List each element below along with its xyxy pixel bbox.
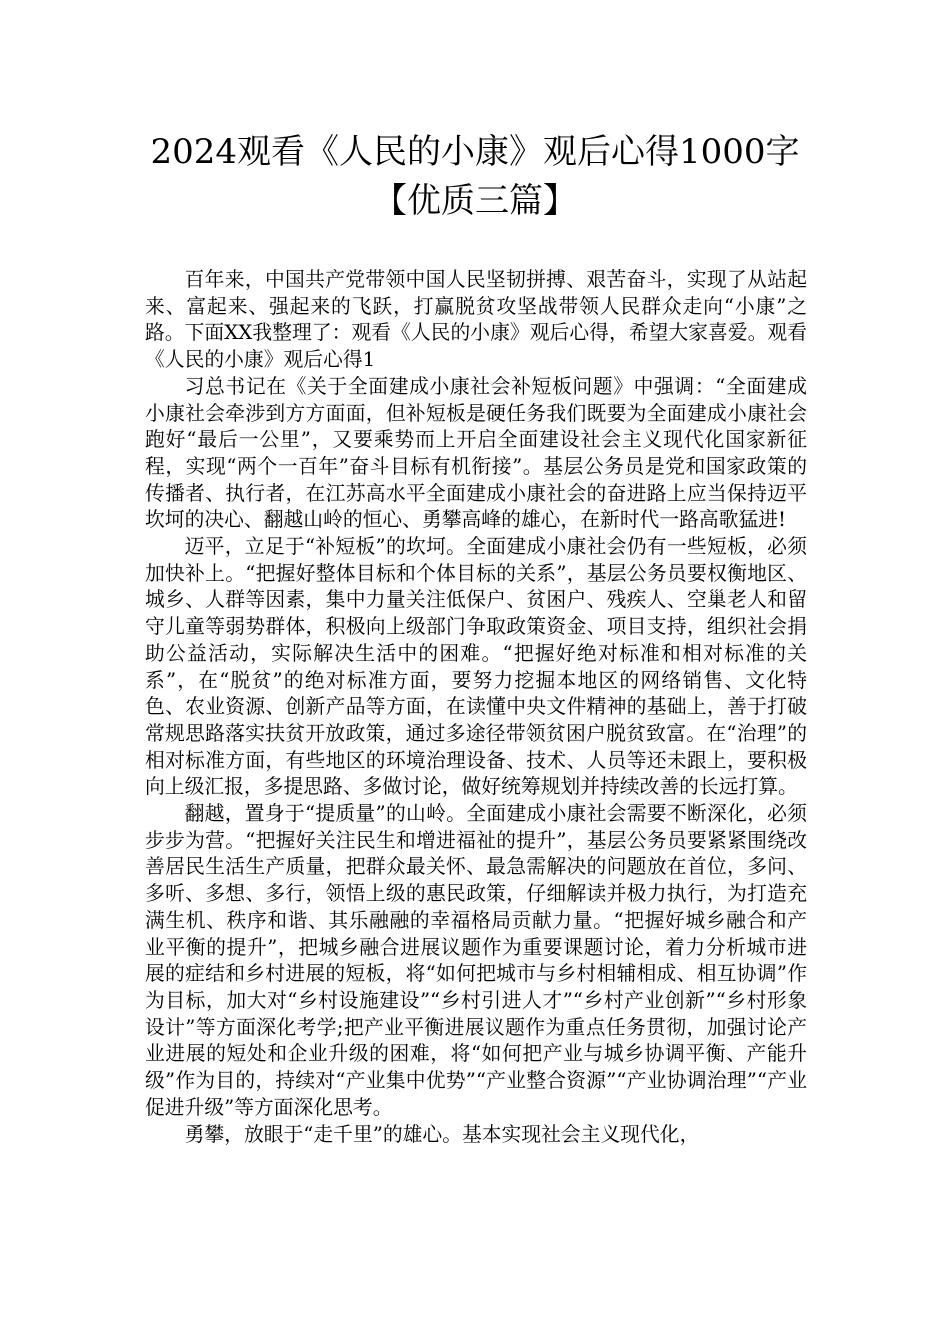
paragraph-quote: 习总书记在《关于全面建成小康社会补短板问题》中强调：“全面建成小康社会牵涉到方方面面，但补短板是硬任务我们既要为全面建成小康社会跑好“最后一公里”，又要乘势而上开启全面建设社会主义现代化国家新征程，实现“两个一百年”奋斗目标有机衔接”。基层公务员是党和国家政策的传播者、执行者，在江苏高水平全面建成小康社会的奋进路上应当保持迈平坎坷的决心、翻越山岭的恒心、勇攀高峰的雄心，在新时代一路高歌猛进!: [145, 374, 807, 532]
paragraph-yongpan: 勇攀，放眼于“走千里”的雄心。基本实现社会主义现代化，: [184, 1122, 700, 1146]
document-title: [120, 128, 830, 226]
paragraph-fanyue: 翻越，置身于“提质量”的山岭。全面建成小康社会需要不断深化，必须步步为营。“把握好关注民生和增进福祉的提升”，基层公务员要紧紧围绕改善居民生活生产质量，把群众最关怀、最急需解决的问题放在首位，多问、多听、多想、多行，领悟上级的惠民政策，仔细解读并极力执行，为打造充满生机、秩序和谐、其乐融融的幸福格局贡献力量。“把握好城乡融合和产业平衡的提升”，把城乡融合进展议题作为重要课题讨论，着力分析城市进展的症结和乡村进展的短板，将“如何把城市与乡村相辅相成、相互协调”作为目标，加大对“乡村设施建设”“乡村引进人才”“乡村产业创新”“乡村形象设计”等方面深化考学;把产业平衡进展议题作为重点任务贯彻，加强讨论产业进展的短处和企业升级的困难，将“如何把产业与城乡协调平衡、产能升级”作为目的，持续对“产业集中优势”“产业整合资源”“产业协调治理”“产业促进升级”等方面深化思考。: [145, 802, 807, 1119]
document-title-line-2: 【优质三篇】: [373, 181, 577, 221]
paragraph-intro: 百年来，中国共产党带领中国人民坚韧拼搏、艰苦奋斗，实现了从站起来、富起来、强起来的飞跃，打赢脱贫攻坚战带领人民群众走向“小康”之路。下面XX我整理了：观看《人民的小康》观后心得，希望大家喜爱。观看《人民的小康》观后心得1: [145, 268, 807, 372]
document-body: [145, 267, 807, 1148]
paragraph-maiping: 迈平，立足于“补短板”的坎坷。全面建成小康社会仍有一些短板，必须加快补上。“把握好整体目标和个体目标的关系”，基层公务员要权衡地区、城乡、人群等因素，集中力量关注低保户、贫困户、残疾人、空巢老人和留守儿童等弱势群体，积极向上级部门争取政策资金、项目支持，组织社会捐助公益活动，实际解决生活中的困难。“把握好绝对标准和相对标准的关系”，在“脱贫”的绝对标准方面，要努力挖掘本地区的网络销售、文化特色、农业资源、创新产品等方面，在读懂中央文件精神的基础上，善于打破常规思路落实扶贫开放政策，通过多途径带领贫困户脱贫致富。在“治理”的相对标准方面，有些地区的环境治理设备、技术、人员等还未跟上，要积极向上级汇报，多提思路、多做讨论，做好统筹规划并持续改善的长远打算。: [145, 535, 807, 799]
document-title-line-1: 2024观看《人民的小康》观后心得1000字: [150, 132, 800, 172]
